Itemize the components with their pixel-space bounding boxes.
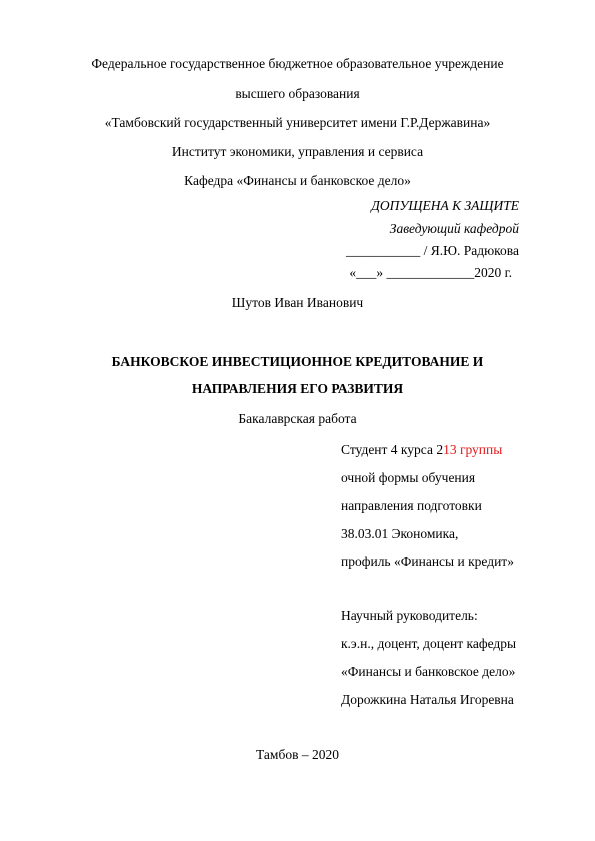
student-direction-code: 38.03.01 Экономика, [341, 526, 459, 541]
supervisor-degree: к.э.н., доцент, доцент кафедры [341, 636, 517, 651]
approval-signature-line: ___________ / Я.Ю. Радюкова [345, 243, 519, 258]
thesis-title-line-1: БАНКОВСКОЕ ИНВЕСТИЦИОННОЕ КРЕДИТОВАНИЕ И [111, 354, 484, 369]
student-direction-label: направления подготовки [341, 498, 482, 513]
city-year: Тамбов – 2020 [256, 747, 339, 762]
student-course-group: 13 группы [443, 442, 503, 457]
thesis-title-line-2: НАПРАВЛЕНИЯ ЕГО РАЗВИТИЯ [191, 381, 404, 396]
institution-line-2: высшего образования [235, 86, 360, 101]
student-course-prefix: Студент 4 курса 2 [341, 442, 444, 457]
work-type: Бакалаврская работа [238, 411, 357, 426]
approval-date-line: «___» _____________2020 г. [349, 265, 512, 280]
author-name: Шутов Иван Иванович [231, 295, 364, 310]
approval-role: Заведующий кафедрой [389, 221, 519, 236]
student-course [341, 443, 502, 457]
approval-title: ДОПУЩЕНА К ЗАЩИТЕ [371, 198, 519, 213]
university-name: «Тамбовский государственный университет имени Г.Р.Державина» [104, 115, 491, 130]
supervisor-department: «Финансы и банковское дело» [341, 664, 516, 679]
institute-name: Институт экономики, управления и сервиса [171, 144, 424, 159]
supervisor-name: Дорожкина Наталья Игоревна [341, 692, 514, 707]
student-profile: профиль «Финансы и кредит» [341, 554, 514, 569]
department-name: Кафедра «Финансы и банковское дело» [184, 173, 411, 188]
student-study-form: очной формы обучения [341, 470, 476, 485]
institution-line-1: Федеральное государственное бюджетное образовательное учреждение [91, 56, 504, 71]
supervisor-label: Научный руководитель: [341, 608, 478, 623]
